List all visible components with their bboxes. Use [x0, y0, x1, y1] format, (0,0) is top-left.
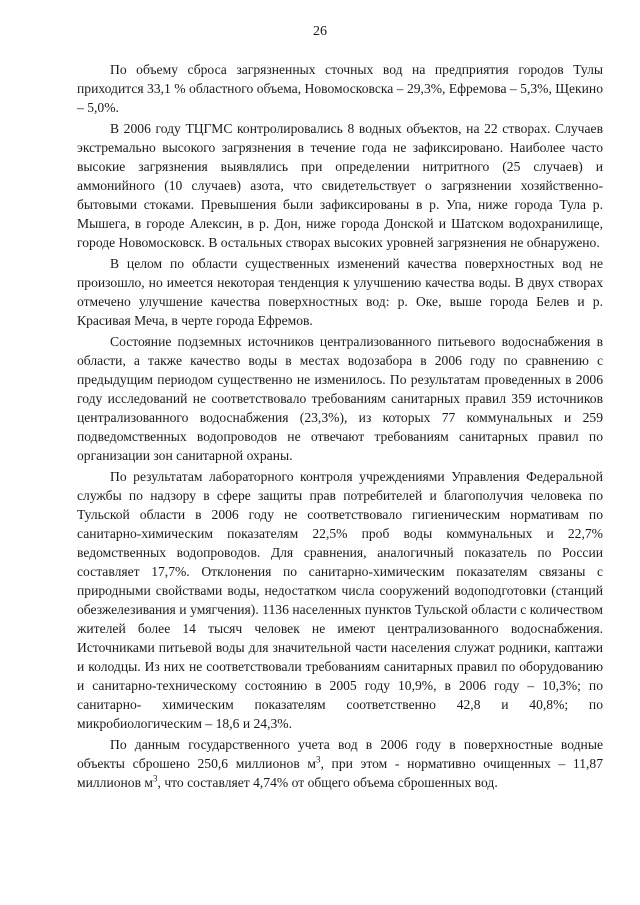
discharge-text-part-3: , что составляет 4,74% от общего объема сброшенных вод.: [157, 775, 498, 790]
paragraph-surface-water-quality: В целом по области существенных изменений качества поверхностных вод не произошло, но имеется некоторая тенденция к улучшению качества воды. В двух створах отмечено улучшение качества поверхностных вод: р. Оке, выше города Белев и р. Красивая Меча, в черте города Ефремов.: [77, 256, 603, 328]
cubic-superscript-2: 3: [153, 773, 158, 784]
page-number: 26: [313, 24, 327, 39]
paragraph-water-monitoring: В 2006 году ТЦГМС контролировались 8 водных объектов, на 22 створах. Случаев экстремально высокого загрязнения в течение года не зафиксировано. Наиболее часто высокие загрязнения выявлялись при определении нитритного (25 случаев) и аммонийного (10 случаев) азота, что свидетельствует о загрязнении хозяйственно-бытовыми стоками. Превышения были зафиксированы в р. Упа, ниже города Тула р. Мышега, в городе Алексин, в р. Дон, ниже города Донской и Шатском водохранилище, городе Новомосковск. В остальных створах высоких уровней загрязнения не обнаружено.: [77, 121, 603, 250]
document-body: [77, 60, 603, 794]
paragraph-discharge-accounting: [77, 735, 603, 792]
cubic-superscript-1: 3: [316, 754, 321, 765]
paragraph-underground-sources: Состояние подземных источников централизованного питьевого водоснабжения в области, а также качество воды в местах водозабора в 2006 году по сравнению с предыдущим периодом существенно не изменилось. По результатам проведенных в 2006 году исследований не соответствовало требованиям санитарных правил 359 источников централизованного водоснабжения (23,3%), из которых 77 коммунальных и 259 подведомственных водопроводов не отвечают требованиям санитарных правил по организации зон санитарной охраны.: [77, 334, 603, 463]
paragraph-laboratory-control: По результатам лабораторного контроля учреждениями Управления Федеральной службы по надзору в сфере защиты прав потребителей и благополучия человека по Тульской области в 2006 году не соответствовало гигиеническим нормативам по санитарно-химическим показателям 22,5% проб воды коммунальных и 22,7% ведомственных водопроводов. Для сравнения, аналогичный показатель по России составляет 17,7%. Отклонения по санитарно-химическим показателям связаны с природными свойствами воды, недостатком числа сооружений водоподготовки (станций обезжелезивания и умягчения). 1136 населенных пунктов Тульской области с количеством жителей более 14 тысяч человек не имеют централизованного водоснабжения. Источниками питьевой воды для значительной части населения служат родники, каптажи и колодцы. Из них не соответствовали требованиям санитарных правил по оборудованию и санитарно-техническому состоянию в 2005 году 10,9%, в 2006 году – 10,3%; по санитарно- химическим показателям соответственно 42,8 и 40,8%; по микробиологическим – 18,6 и 24,3%.: [77, 469, 603, 731]
discharge-text-part-2: , при этом - нормативно очищенных – 11,87 миллионов м: [77, 756, 603, 790]
paragraph-wastewater-share: По объему сброса загрязненных сточных вод на предприятия городов Тулы приходится 33,1 % областного объема, Новомосковска – 29,3%, Ефремова – 5,3%, Щекино – 5,0%.: [77, 62, 603, 115]
discharge-text-part-1: По данным государственного учета вод в 2006 году в поверхностные водные объекты сброшено 250,6 миллионов м: [77, 737, 603, 771]
